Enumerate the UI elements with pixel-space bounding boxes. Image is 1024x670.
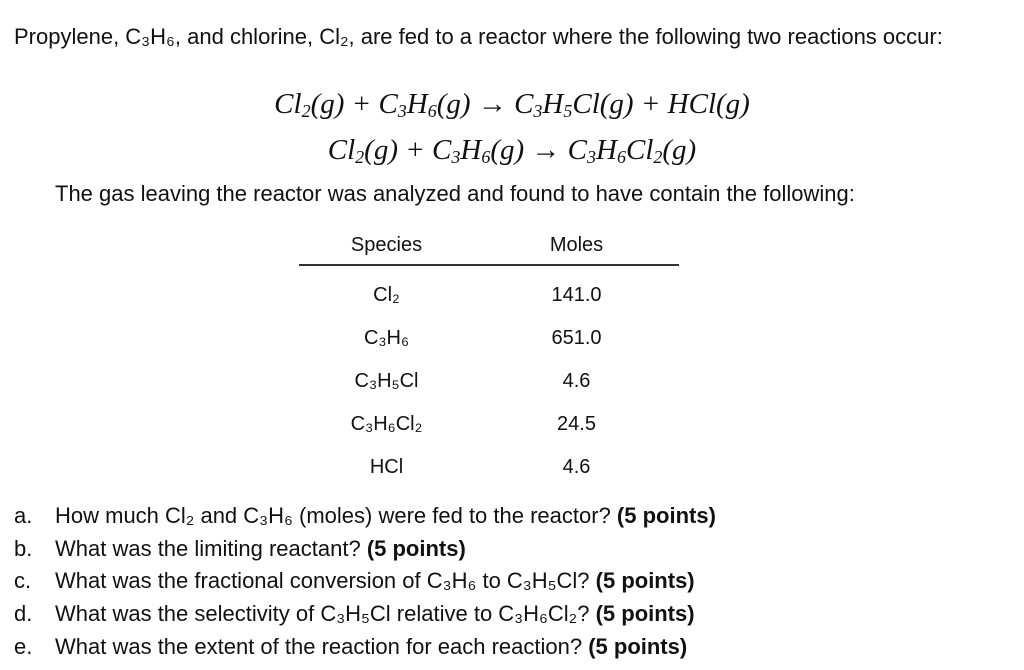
reaction-equation-1 bbox=[0, 86, 1024, 122]
species-cell: C₃H₆Cl₂ bbox=[350, 413, 423, 435]
eq-part: (g) + C bbox=[364, 134, 452, 166]
species-cell: C₃H₆ bbox=[363, 327, 410, 349]
eq-subscript: 2 bbox=[301, 101, 311, 121]
question-e bbox=[14, 631, 1014, 664]
eq-subscript: 6 bbox=[616, 147, 626, 167]
question-letter: d. bbox=[14, 601, 33, 627]
question-text: How much Cl₂ and C₃H₆ (moles) were fed to the reactor? bbox=[55, 503, 617, 528]
question-text: What was the limiting reactant? bbox=[55, 535, 367, 561]
moles-cell: 4.6 bbox=[562, 456, 591, 478]
eq-subscript: 2 bbox=[653, 147, 663, 167]
question-letter: c. bbox=[14, 568, 32, 594]
moles-cell: 4.6 bbox=[562, 370, 591, 392]
eq-part: Cl bbox=[625, 134, 654, 166]
question-points: (5 points) bbox=[616, 503, 716, 528]
table-row bbox=[299, 265, 679, 317]
eq-part: H bbox=[596, 134, 617, 166]
eq-part: Cl(g) + HCl(g) bbox=[572, 88, 750, 120]
table-row bbox=[299, 446, 679, 489]
eq-part: H bbox=[460, 134, 482, 166]
question-text: What was the extent of the reaction for each reaction? bbox=[55, 633, 589, 659]
question-points: (5 points) bbox=[595, 601, 695, 627]
eq-subscript: 3 bbox=[533, 101, 543, 121]
table-row bbox=[299, 317, 679, 360]
table-row bbox=[299, 403, 679, 446]
question-text: What was the fractional conversion of C₃H₆ to C₃H₅Cl? bbox=[55, 568, 596, 594]
eq-subscript: 2 bbox=[355, 147, 365, 167]
moles-cell: 651.0 bbox=[551, 327, 602, 349]
eq-subscript: 6 bbox=[481, 147, 491, 167]
question-letter: e. bbox=[14, 633, 33, 659]
question-letter: a. bbox=[14, 503, 33, 528]
moles-header: Moles bbox=[474, 226, 679, 265]
question-points: (5 points) bbox=[595, 568, 695, 594]
eq-part: Cl bbox=[327, 134, 356, 166]
moles-cell: 24.5 bbox=[557, 413, 596, 435]
eq-part: Cl bbox=[274, 88, 302, 120]
eq-part: (g) bbox=[662, 134, 697, 166]
question-list bbox=[14, 500, 1014, 663]
question-c bbox=[14, 565, 1014, 598]
eq-subscript: 3 bbox=[397, 101, 407, 121]
eq-part: (g) + C bbox=[310, 88, 398, 120]
species-cell: Cl₂ bbox=[373, 284, 400, 306]
question-d bbox=[14, 598, 1014, 631]
eq-part: (g) → C bbox=[436, 88, 534, 120]
species-cell: HCl bbox=[369, 456, 404, 478]
eq-part: H bbox=[542, 88, 564, 120]
table-row bbox=[299, 360, 679, 403]
eq-subscript: 3 bbox=[451, 147, 461, 167]
question-text: What was the selectivity of C₃H₅Cl relative to C₃H₆Cl₂? bbox=[55, 601, 596, 627]
eq-part: H bbox=[406, 88, 428, 120]
species-table bbox=[299, 226, 679, 489]
intro-paragraph: Propylene, C₃H₆, and chlorine, Cl₂, are fed to a reactor where the following two reactions occur: bbox=[14, 24, 943, 49]
species-header: Species bbox=[299, 226, 474, 265]
species-cell: C₃H₅Cl bbox=[354, 370, 419, 392]
moles-cell: 141.0 bbox=[551, 284, 602, 306]
table-header-row bbox=[299, 226, 679, 265]
eq-part: (g) → C bbox=[490, 134, 588, 166]
eq-subscript: 5 bbox=[563, 101, 573, 121]
eq-subscript: 6 bbox=[427, 101, 437, 121]
question-letter: b. bbox=[14, 535, 33, 561]
reaction-equation-2 bbox=[0, 132, 1024, 168]
question-points: (5 points) bbox=[588, 633, 688, 659]
question-b bbox=[14, 533, 1014, 566]
gas-analysis-text: The gas leaving the reactor was analyzed and found to have contain the following: bbox=[55, 181, 855, 206]
eq-subscript: 3 bbox=[587, 147, 597, 167]
question-a bbox=[14, 500, 1014, 533]
question-points: (5 points) bbox=[366, 535, 466, 561]
